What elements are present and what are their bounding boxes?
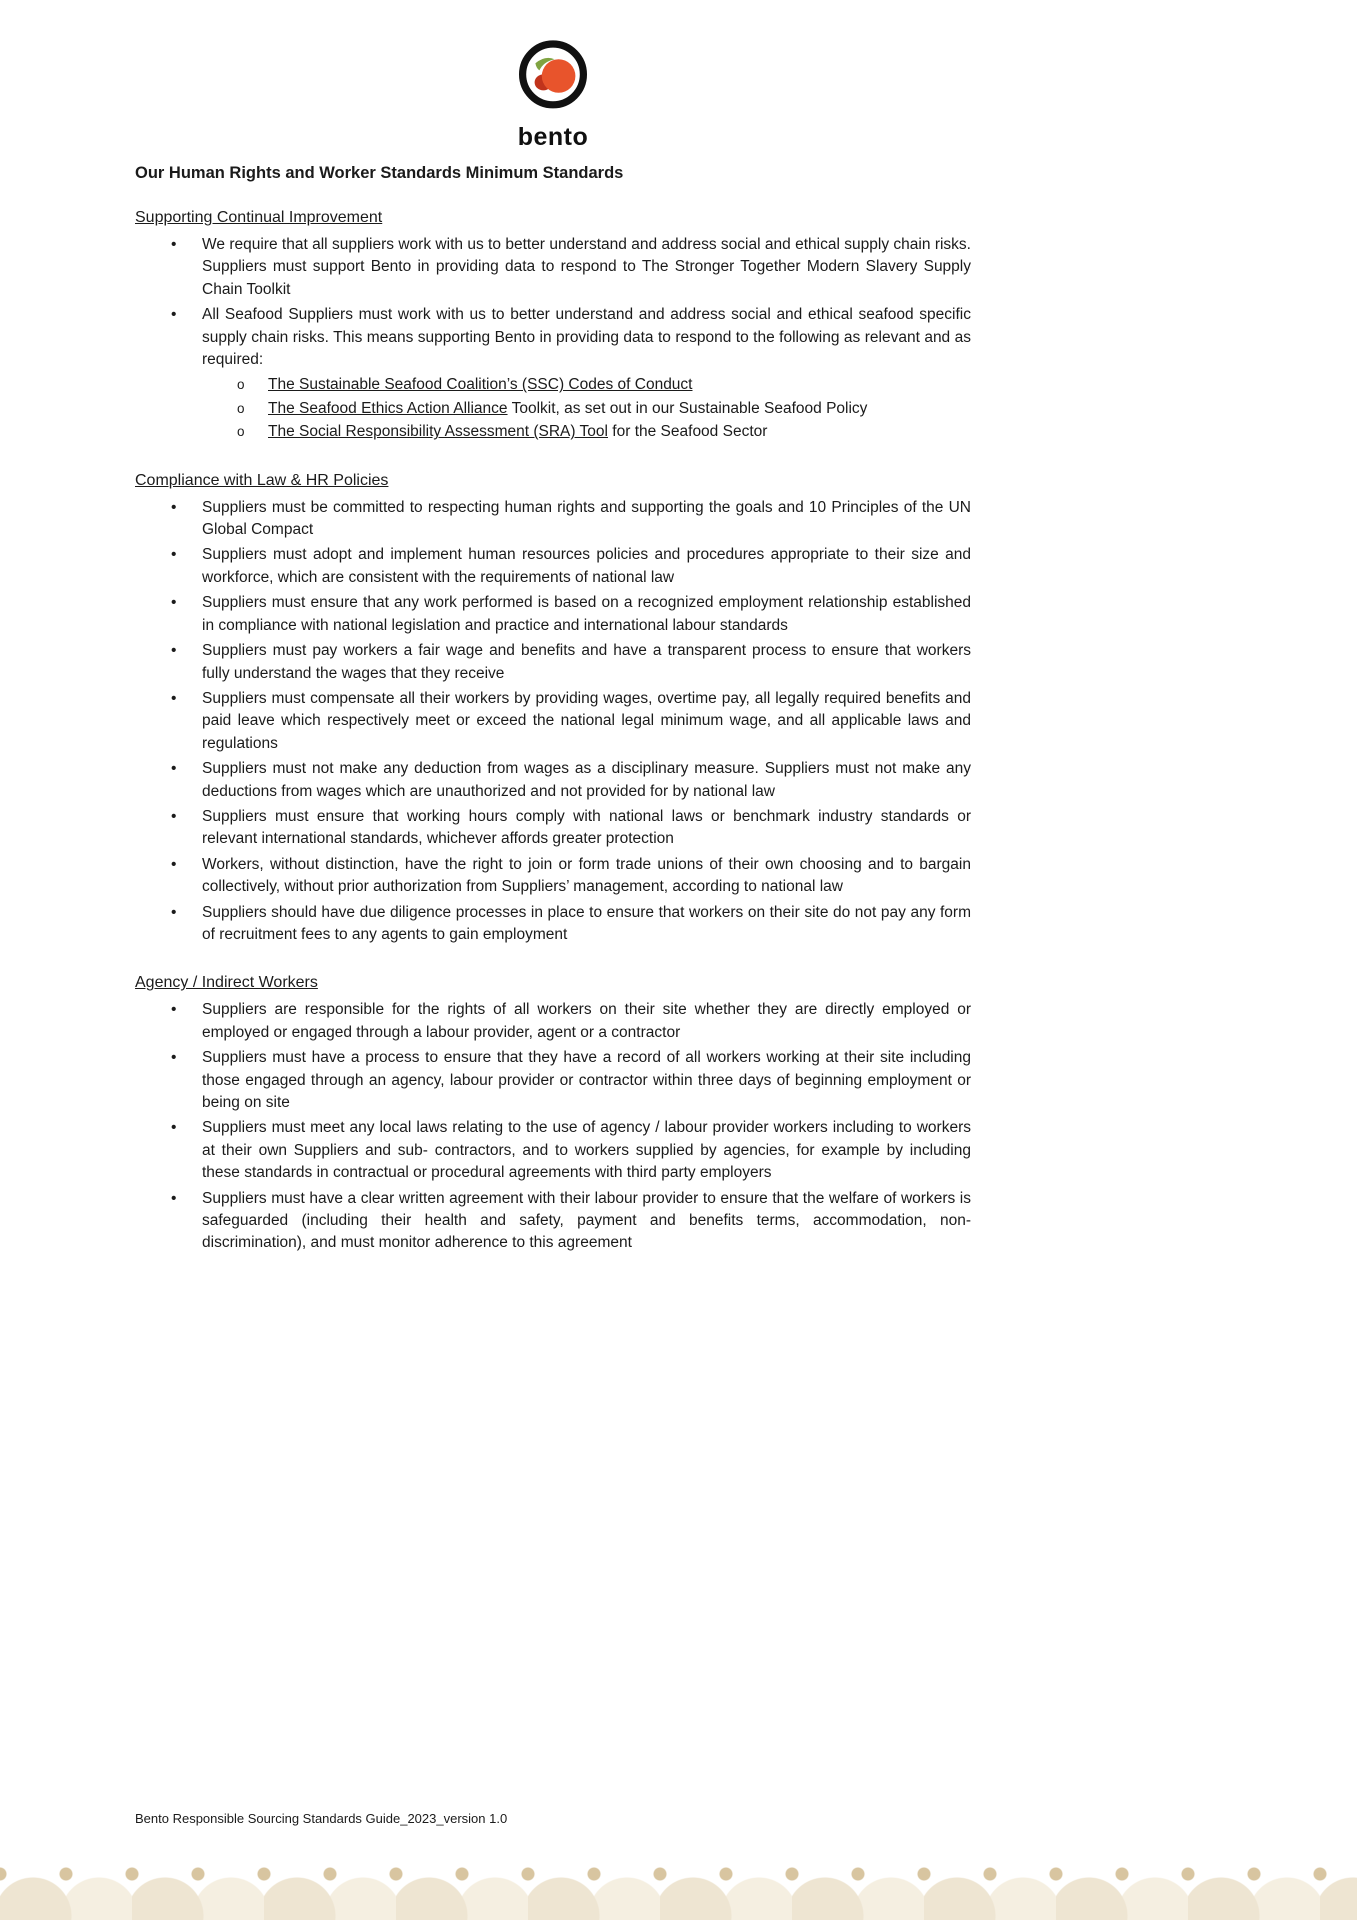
sub-bullet-item — [135, 398, 971, 420]
sub-bullet-item — [135, 421, 971, 443]
bullet-list — [135, 497, 971, 947]
logo — [135, 36, 971, 152]
bullet-text: Suppliers must have a clear written agreement with their labour provider to ensure that the welfare of workers is safeguarded (including their health and safety, payment and benefits terms, accommodation, non- discrimination), and must monitor adherence to this agreement — [202, 1189, 971, 1252]
section-heading-agency-indirect-workers: Agency / Indirect Workers — [135, 974, 318, 992]
bullet-text: Workers, without distinction, have the right to join or form trade unions of their own choosing and to bargain collectively, without prior authorization from Suppliers’ management, according to national law — [202, 855, 971, 896]
link-ssc-codes-of-conduct[interactable]: The Sustainable Seafood Coalition’s (SSC) Codes of Conduct — [268, 376, 693, 394]
bullet-item — [135, 902, 971, 947]
bullet-text: Suppliers are responsible for the rights of all workers on their site whether they are directly employed or employed or engaged through a labour provider, agent or a contractor — [202, 1001, 971, 1041]
bullet-item — [135, 304, 971, 371]
bullet-text: Suppliers must not make any deduction from wages as a disciplinary measure. Suppliers must not make any deductions from wages which are unauthorized and not provided for by national law — [202, 760, 971, 800]
logo-wordmark: bento — [517, 123, 589, 151]
section-heading-compliance-with-law-hr-policies: Compliance with Law & HR Policies — [135, 471, 389, 489]
bullet-text: Suppliers must ensure that any work performed is based on a recognized employment relationship established in compliance with national legislation and practice and international labour standards — [202, 594, 971, 634]
bullet-item — [135, 1117, 971, 1184]
link-seafood-ethics-action-alliance[interactable]: The Seafood Ethics Action Alliance — [268, 399, 508, 417]
bullet-item — [135, 234, 971, 301]
bullet-text: Suppliers must compensate all their workers by providing wages, overtime pay, all legally required benefits and paid leave which respectively meet or exceed the national legal minimum wage, and all applicable laws and regulations — [202, 689, 971, 752]
bullet-text: Suppliers must ensure that working hours comply with national laws or benchmark industry standards or relevant international standards, whichever affords greater protection — [202, 807, 971, 848]
bullet-item — [135, 592, 971, 637]
bullet-text: We require that all suppliers work with us to better understand and address social and ethical supply chain risks. Suppliers must support Bento in providing data to respond to The Stronger Together Modern Slavery Supply Chain Toolkit — [202, 236, 971, 298]
bullet-item — [135, 806, 971, 851]
section-heading-supporting-continual-improvement: Supporting Continual Improvement — [135, 209, 383, 226]
sub-bullet-rest: for the Seafood Sector — [608, 423, 768, 441]
bullet-text: Suppliers must have a process to ensure that they have a record of all workers working at their site including those engaged through an agency, labour provider or contractor within three days of beginning employment or being on site — [202, 1049, 971, 1111]
bullet-item — [135, 497, 971, 542]
bullet-item — [135, 544, 971, 589]
bullet-list — [135, 234, 971, 371]
bullet-text: All Seafood Suppliers must work with us to better understand and address social and ethical seafood specific supply chain risks. This means supporting Bento in providing data to respond to the following as relevant and as required: — [202, 306, 971, 369]
bullet-text: Suppliers must pay workers a fair wage and benefits and have a transparent process to ensure that workers fully understand the wages that they receive — [202, 642, 971, 682]
link-sra-tool[interactable]: The Social Responsibility Assessment (SRA) Tool — [268, 423, 608, 441]
sub-bullet-rest: Toolkit, as set out in our Sustainable Seafood Policy — [507, 399, 868, 417]
bullet-text: Suppliers should have due diligence processes in place to ensure that workers on their site do not pay any form of recruitment fees to any agents to gain employment — [202, 903, 971, 943]
bullet-text: Suppliers must adopt and implement human resources policies and procedures appropriate to their size and workforce, which are consistent with the requirements of national law — [202, 546, 971, 586]
bullet-item — [135, 854, 971, 899]
bullet-item — [135, 640, 971, 685]
bullet-item — [135, 1188, 971, 1255]
document-footer: Bento Responsible Sourcing Standards Guide_2023_version 1.0 — [135, 1811, 508, 1826]
bullet-item — [135, 1047, 971, 1114]
bullet-text: Suppliers must be committed to respecting human rights and supporting the goals and 10 Principles of the UN Global Compact — [202, 498, 971, 539]
bullet-item — [135, 688, 971, 755]
document-body — [135, 162, 971, 1258]
sub-bullet-item — [135, 374, 971, 396]
bullet-item — [135, 999, 971, 1044]
decorative-scallop-border — [0, 1862, 1357, 1920]
bento-logo-icon — [513, 36, 593, 121]
bullet-list — [135, 999, 971, 1254]
page-title: Our Human Rights and Worker Standards Minimum Standards — [135, 164, 624, 182]
bullet-item — [135, 758, 971, 803]
sub-bullet-list — [135, 374, 971, 443]
bullet-text: Suppliers must meet any local laws relating to the use of agency / labour provider workers including to workers at their own Suppliers and sub- contractors, and to workers supplied by agencies, for example by including these standards in contractual or procedural agreements with third party employers — [202, 1119, 971, 1182]
